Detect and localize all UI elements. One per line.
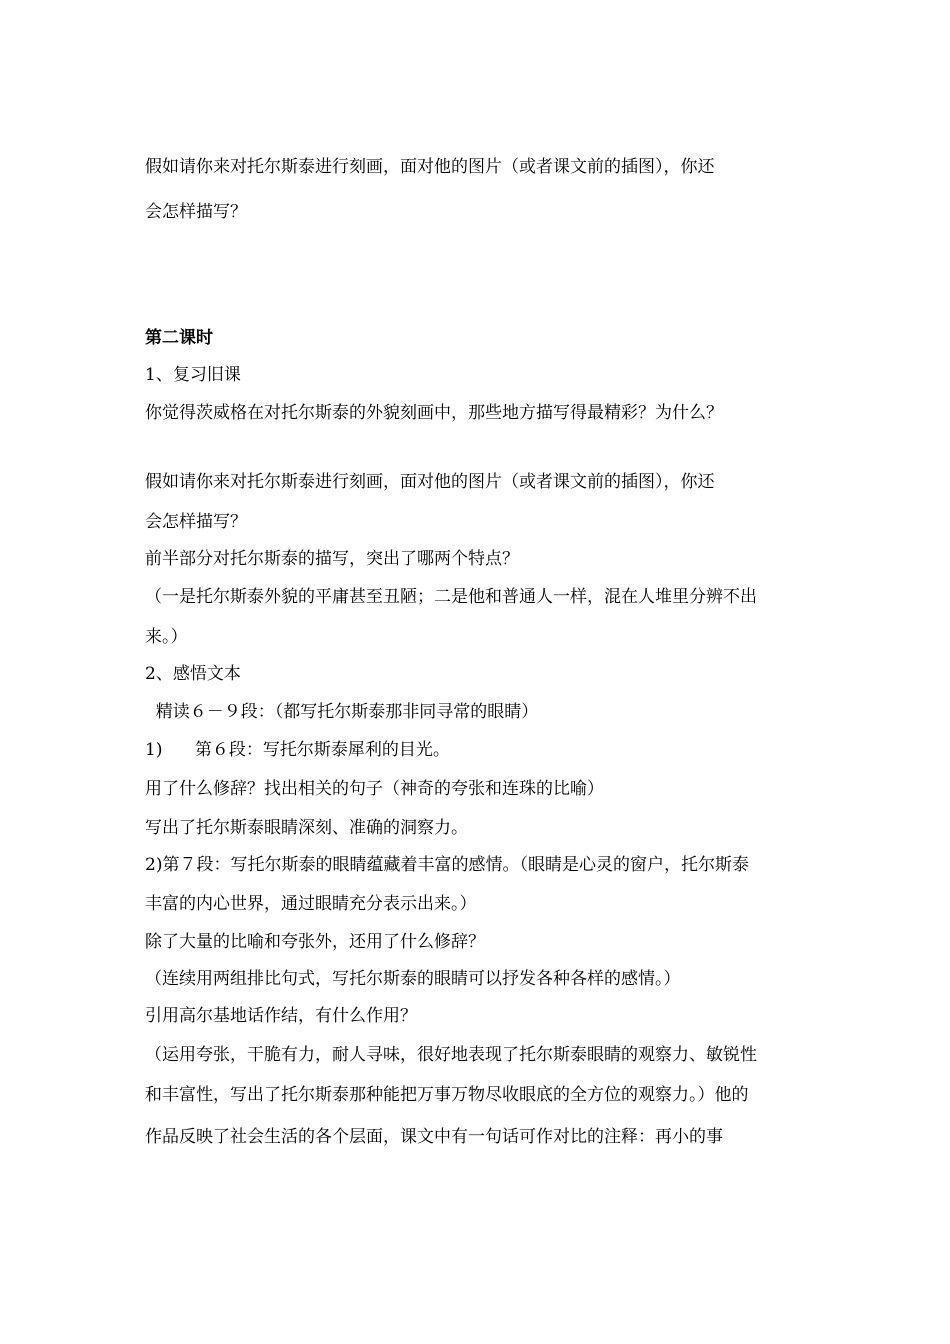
paragraph-line: 写出了托尔斯泰眼睛深刻、准确的洞察力。 [145,818,468,838]
paragraph-line: 作品反映了社会生活的各个层面，课文中有一句话可作对比的注释：再小的事 [145,1127,723,1147]
section-heading: 第二课时 [145,328,213,348]
paragraph-line: （一是托尔斯泰外貌的平庸甚至丑陋；二是他和普通人一样，混在人堆里分辨不出 [145,587,757,607]
paragraph-line: 会怎样描写？ [145,512,247,532]
paragraph-line: 你觉得茨威格在对托尔斯泰的外貌刻画中，那些地方描写得最精彩？为什么？ [145,403,723,423]
paragraph-line: 1、复习旧课 [145,365,241,385]
paragraph-line: 假如请你来对托尔斯泰进行刻画，面对他的图片（或者课文前的插图），你还 [145,157,715,177]
paragraph-line: 2)第７段：写托尔斯泰的眼睛蕴藏着丰富的感情。（眼睛是心灵的窗户，托尔斯泰 [145,855,749,875]
paragraph-line: 前半部分对托尔斯泰的描写，突出了哪两个特点？ [145,549,519,569]
paragraph-line: 会怎样描写？ [145,202,247,222]
paragraph-line: 引用高尔基地话作结，有什么作用？ [145,1006,417,1026]
paragraph-line: 假如请你来对托尔斯泰进行刻画，面对他的图片（或者课文前的插图），你还 [145,472,715,492]
paragraph-line: 用了什么修辞？找出相关的句子（神奇的夸张和连珠的比喻） [145,779,604,799]
paragraph-line: 2、感悟文本 [145,664,241,684]
paragraph-line: 除了大量的比喻和夸张外，还用了什么修辞？ [145,932,485,952]
paragraph-line: 1) 第６段：写托尔斯泰犀利的目光。 [145,740,450,760]
paragraph-line: 来。） [145,627,188,647]
paragraph-line: 和丰富性，写出了托尔斯泰那种能把万事万物尽收眼底的全方位的观察力。）他的 [145,1085,749,1105]
paragraph-line: 精读６－９段：（都写托尔斯泰那非同寻常的眼睛） [145,702,539,722]
paragraph-line: （运用夸张，干脆有力，耐人寻味，很好地表现了托尔斯泰眼睛的观察力、敏锐性 [145,1045,757,1065]
paragraph-line: 丰富的内心世界，通过眼睛充分表示出来。） [145,894,477,914]
paragraph-line: （连续用两组排比句式，写托尔斯泰的眼睛可以抒发各种各样的感情。） [145,969,681,989]
